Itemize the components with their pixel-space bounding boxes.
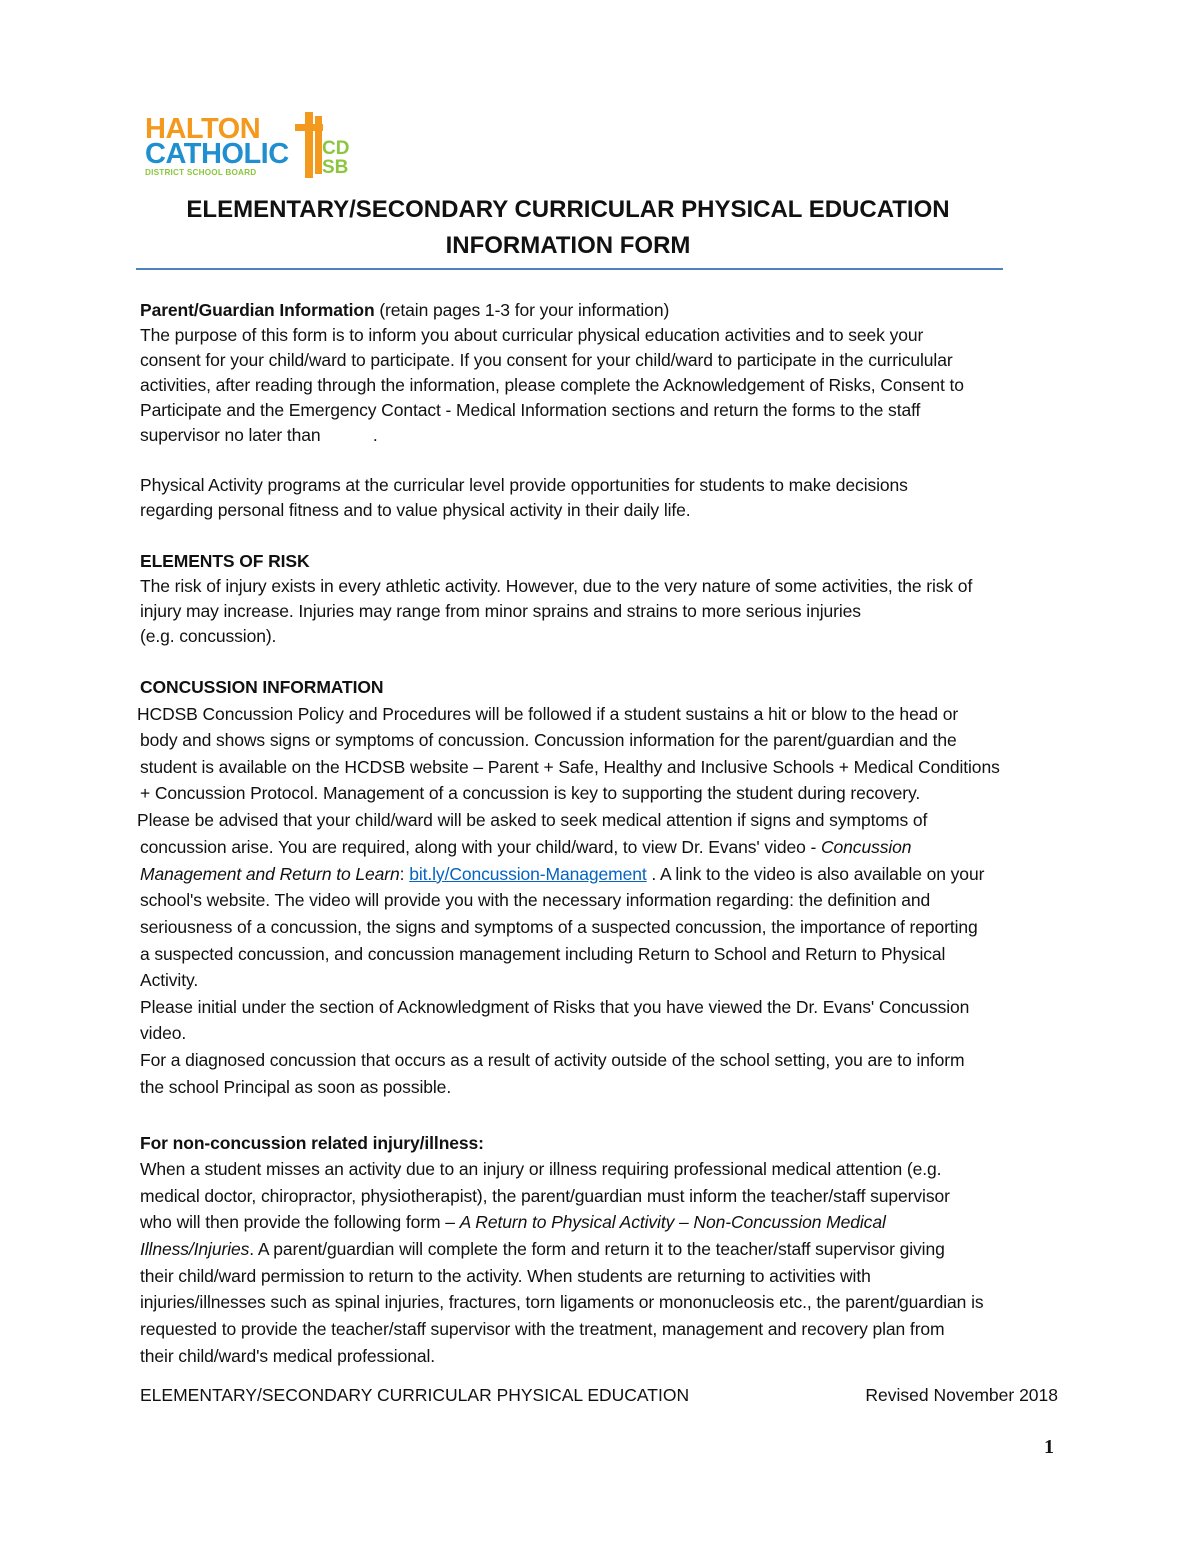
concussion-video-link[interactable]: bit.ly/Concussion-Management: [409, 864, 647, 884]
paragraph-line: injuries/illnesses such as spinal injuries, fractures, torn ligaments or mononucleosis etc., the parent/guardian is: [140, 1292, 984, 1312]
logo-word-halton: HALTON: [145, 113, 261, 145]
paragraph-line: [140, 835, 911, 860]
concussion-heading: CONCUSSION INFORMATION: [140, 677, 384, 697]
parent-heading: Parent/Guardian Information: [140, 300, 375, 320]
video-title-part2: Management and Return to Learn: [140, 864, 400, 884]
paragraph-line: Activity.: [140, 970, 199, 990]
paragraph-line: their child/ward's medical professional.: [140, 1346, 436, 1366]
page-title-line1: ELEMENTARY/SECONDARY CURRICULAR PHYSICAL EDUCATION: [186, 196, 950, 223]
video-intro-text: concussion arise. You are required, along with your child/ward, to view Dr. Evans' video -: [140, 837, 821, 857]
cross-icon: [295, 112, 325, 178]
paragraph-line: For a diagnosed concussion that occurs as a result of activity outside of the school setting, you are to inform: [140, 1050, 965, 1070]
paragraph-line: supervisor no later than .: [140, 425, 378, 445]
paragraph-line: student is available on the HCDSB website – Parent + Safe, Healthy and Inclusive Schools + Medical Conditions: [140, 757, 1000, 777]
footer-left: ELEMENTARY/SECONDARY CURRICULAR PHYSICAL EDUCATION: [140, 1385, 690, 1405]
paragraph-line: a suspected concussion, and concussion management including Return to School and Return to Physical: [140, 944, 946, 964]
paragraph-line: activities, after reading through the information, please complete the Acknowledgement of Risks, Consent to: [140, 375, 964, 395]
parent-heading-note: (retain pages 1-3 for your information): [374, 300, 670, 320]
paragraph-line: The risk of injury exists in every athletic activity. However, due to the very nature of some activities, the risk of: [140, 576, 973, 596]
logo-sb: SB: [322, 157, 349, 178]
logo-cd: CD: [322, 138, 350, 159]
logo-word-catholic: CATHOLIC: [145, 138, 289, 170]
form-after-text: . A parent/guardian will complete the form and return it to the teacher/staff supervisor giving: [249, 1239, 945, 1259]
form-title-part2: Illness/Injuries: [140, 1239, 250, 1259]
paragraph-line: injury may increase. Injuries may range from minor sprains and strains to more serious injuries: [140, 601, 861, 621]
paragraph-line: video.: [140, 1023, 187, 1043]
paragraph-line: Please be advised that your child/ward will be asked to seek medical attention if signs and symptoms of: [137, 810, 928, 830]
paragraph-line: seriousness of a concussion, the signs and symptoms of a suspected concussion, the importance of reporting: [140, 917, 978, 937]
paragraph-line: The purpose of this form is to inform you about curricular physical education activities and to seek your: [140, 325, 924, 345]
paragraph-line: the school Principal as soon as possible.: [140, 1077, 452, 1097]
paragraph-line: When a student misses an activity due to an injury or illness requiring professional medical attention (e.g.: [140, 1159, 942, 1179]
form-intro-text: who will then provide the following form –: [140, 1212, 460, 1232]
page-number: 1: [1044, 1436, 1054, 1458]
nonconcussion-heading: For non-concussion related injury/illness:: [140, 1133, 484, 1153]
form-title-part1: A Return to Physical Activity – Non-Concussion Medical: [459, 1212, 886, 1232]
paragraph-line: Physical Activity programs at the curricular level provide opportunities for students to make decisions: [140, 475, 908, 495]
paragraph-line: + Concussion Protocol. Management of a concussion is key to supporting the student during recovery.: [140, 783, 921, 803]
paragraph-line: school's website. The video will provide you with the necessary information regarding: the definition and: [140, 890, 931, 910]
paragraph-line: requested to provide the teacher/staff supervisor with the treatment, management and recovery plan from: [140, 1319, 945, 1339]
school-board-logo: [145, 112, 360, 182]
logo-subtitle: DISTRICT SCHOOL BOARD: [145, 168, 257, 177]
after-link-text: . A link to the video is also available on your: [646, 864, 985, 884]
title-divider: [136, 268, 1003, 270]
risk-heading: ELEMENTS OF RISK: [140, 551, 310, 571]
video-title-part1: Concussion: [821, 837, 912, 857]
colon-text: :: [399, 864, 410, 884]
paragraph-line: their child/ward permission to return to the activity. When students are returning to activities with: [140, 1266, 871, 1286]
paragraph-line: HCDSB Concussion Policy and Procedures will be followed if a student sustains a hit or blow to the head or: [137, 704, 959, 724]
paragraph-line: Please initial under the section of Acknowledgment of Risks that you have viewed the Dr. Evans' Concussion: [140, 997, 970, 1017]
paragraph-line: body and shows signs or symptoms of concussion. Concussion information for the parent/guardian and the: [140, 730, 957, 750]
paragraph-line: (e.g. concussion).: [140, 626, 277, 646]
paragraph-line: medical doctor, chiropractor, physiotherapist), the parent/guardian must inform the teacher/staff supervisor: [140, 1186, 950, 1206]
paragraph-line: [140, 862, 984, 887]
footer-right: Revised November 2018: [865, 1385, 1058, 1405]
parent-heading-line: [140, 298, 669, 323]
paragraph-line: [140, 1210, 886, 1235]
paragraph-line: [140, 1237, 945, 1262]
page-title-line2: INFORMATION FORM: [445, 232, 691, 259]
paragraph-line: regarding personal fitness and to value physical activity in their daily life.: [140, 500, 691, 520]
paragraph-line: consent for your child/ward to participate. If you consent for your child/ward to participate in the curriculular: [140, 350, 953, 370]
paragraph-line: Participate and the Emergency Contact - Medical Information sections and return the forms to the staff: [140, 400, 921, 420]
